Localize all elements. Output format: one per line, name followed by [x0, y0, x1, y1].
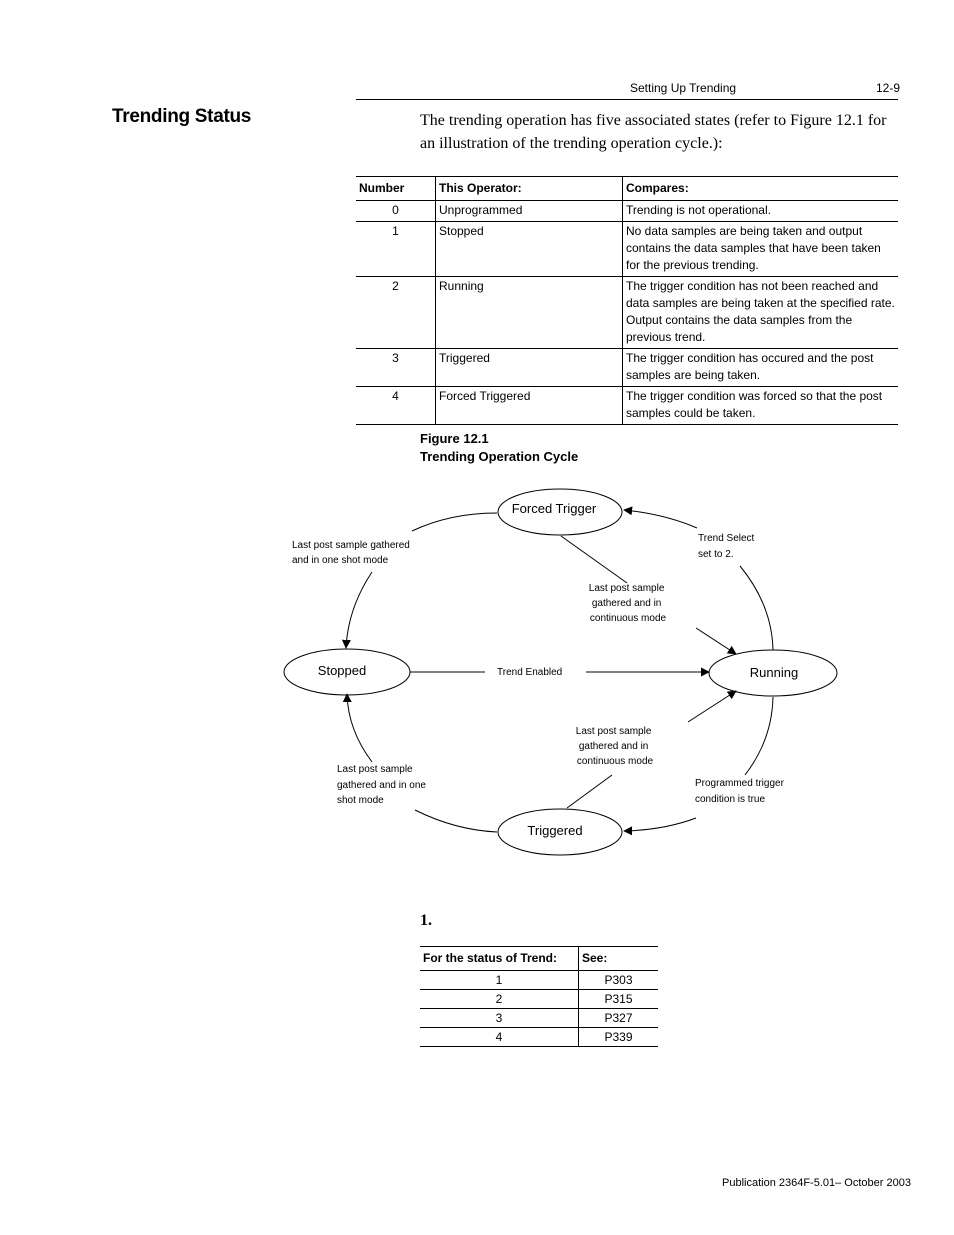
- cell-operator: Stopped: [436, 222, 623, 277]
- table-header-row: [420, 947, 658, 971]
- cell-number: 3: [356, 349, 436, 387]
- state-node-stopped: [284, 649, 410, 695]
- section-title: Trending Status: [112, 106, 252, 127]
- cell-see: P315: [579, 990, 659, 1009]
- cell-operator: Running: [436, 277, 623, 349]
- running-header-section: Setting Up Trending: [630, 81, 737, 95]
- cell-compares: The trigger condition has not been reached and data samples are being taken at the specified rate. Output contains the data samples from the previous trend.: [623, 277, 899, 349]
- column-header: See:: [579, 947, 659, 971]
- node-label: Triggered: [527, 823, 583, 838]
- cell-compares: No data samples are being taken and output contains the data samples that have been taken for the previous trending.: [623, 222, 899, 277]
- page-number: 12-9: [876, 81, 901, 95]
- cell-operator: Triggered: [436, 349, 623, 387]
- table-row: [420, 1009, 658, 1028]
- edge-forced-to-stopped-top: [412, 513, 497, 531]
- label-forced-to-running-continuous: Last post sample gathered and in continuous mode: [588, 583, 667, 624]
- label-forced-to-stopped: Last post sample gathered and in one shot mode: [292, 540, 410, 566]
- edge-triggered-to-stopped-arrow: [347, 694, 372, 762]
- label-trend-enabled: Trend Enabled: [497, 667, 563, 678]
- state-node-triggered: [498, 809, 622, 855]
- node-label: Forced Trigger: [511, 501, 597, 516]
- cell-compares: The trigger condition has occured and the post samples are being taken.: [623, 349, 899, 387]
- state-node-running: [709, 650, 837, 696]
- edge-triggered-to-running-arrow: [688, 691, 736, 722]
- status-table: [420, 946, 658, 1047]
- cell-status: 2: [420, 990, 579, 1009]
- label-triggered-to-stopped: Last post sample gathered and in one shot mode: [337, 764, 426, 806]
- column-header: For the status of Trend:: [420, 947, 579, 971]
- cell-compares: Trending is not operational.: [623, 201, 899, 222]
- cell-status: 4: [420, 1028, 579, 1047]
- state-node-forced-trigger: [498, 489, 622, 535]
- note-number: 1.: [420, 912, 432, 929]
- intro-paragraph: The trending operation has five associated states (refer to Figure 12.1 for an illustration of the trending operation cycle.):: [420, 112, 887, 152]
- cell-number: 4: [356, 387, 436, 425]
- publication-footer: Publication 2364F-5.01– October 2003: [722, 1177, 911, 1189]
- label-trend-select: Trend Select set to 2.: [698, 533, 755, 560]
- edge-forced-to-stopped-arrow: [346, 572, 372, 648]
- cell-operator: Unprogrammed: [436, 201, 623, 222]
- edge-running-to-forced-bottom: [740, 566, 773, 650]
- column-header: This Operator:: [436, 177, 623, 201]
- node-label: Stopped: [317, 663, 367, 678]
- edge-forced-to-running-top: [561, 536, 627, 583]
- cell-status: 1: [420, 971, 579, 990]
- node-label: Running: [749, 665, 799, 680]
- edge-running-to-triggered-top: [745, 697, 773, 775]
- cell-see: P303: [579, 971, 659, 990]
- table-row: [420, 1028, 658, 1047]
- cell-operator: Forced Triggered: [436, 387, 623, 425]
- edge-triggered-to-stopped-bottom: [415, 810, 497, 832]
- cell-number: 0: [356, 201, 436, 222]
- label-triggered-to-running-continuous: Last post sample gathered and in continuous mode: [575, 726, 654, 767]
- table-row: [420, 971, 658, 990]
- edge-running-to-forced-arrow: [624, 510, 697, 528]
- cell-see: P339: [579, 1028, 659, 1047]
- cell-status: 3: [420, 1009, 579, 1028]
- cell-number: 2: [356, 277, 436, 349]
- table-row: [420, 990, 658, 1009]
- edge-forced-to-running-arrow: [696, 628, 736, 654]
- column-header: Compares:: [623, 177, 899, 201]
- cell-compares: The trigger condition was forced so that the post samples could be taken.: [623, 387, 899, 425]
- figure-number: Figure 12.1: [420, 431, 489, 446]
- column-header: Number: [356, 177, 436, 201]
- cell-see: P327: [579, 1009, 659, 1028]
- edge-running-to-triggered-arrow: [624, 818, 696, 831]
- cell-number: 1: [356, 222, 436, 277]
- edge-triggered-to-running-bottom: [567, 775, 612, 808]
- label-programmed-trigger: Programmed trigger condition is true: [695, 778, 784, 805]
- figure-title: Trending Operation Cycle: [420, 449, 579, 464]
